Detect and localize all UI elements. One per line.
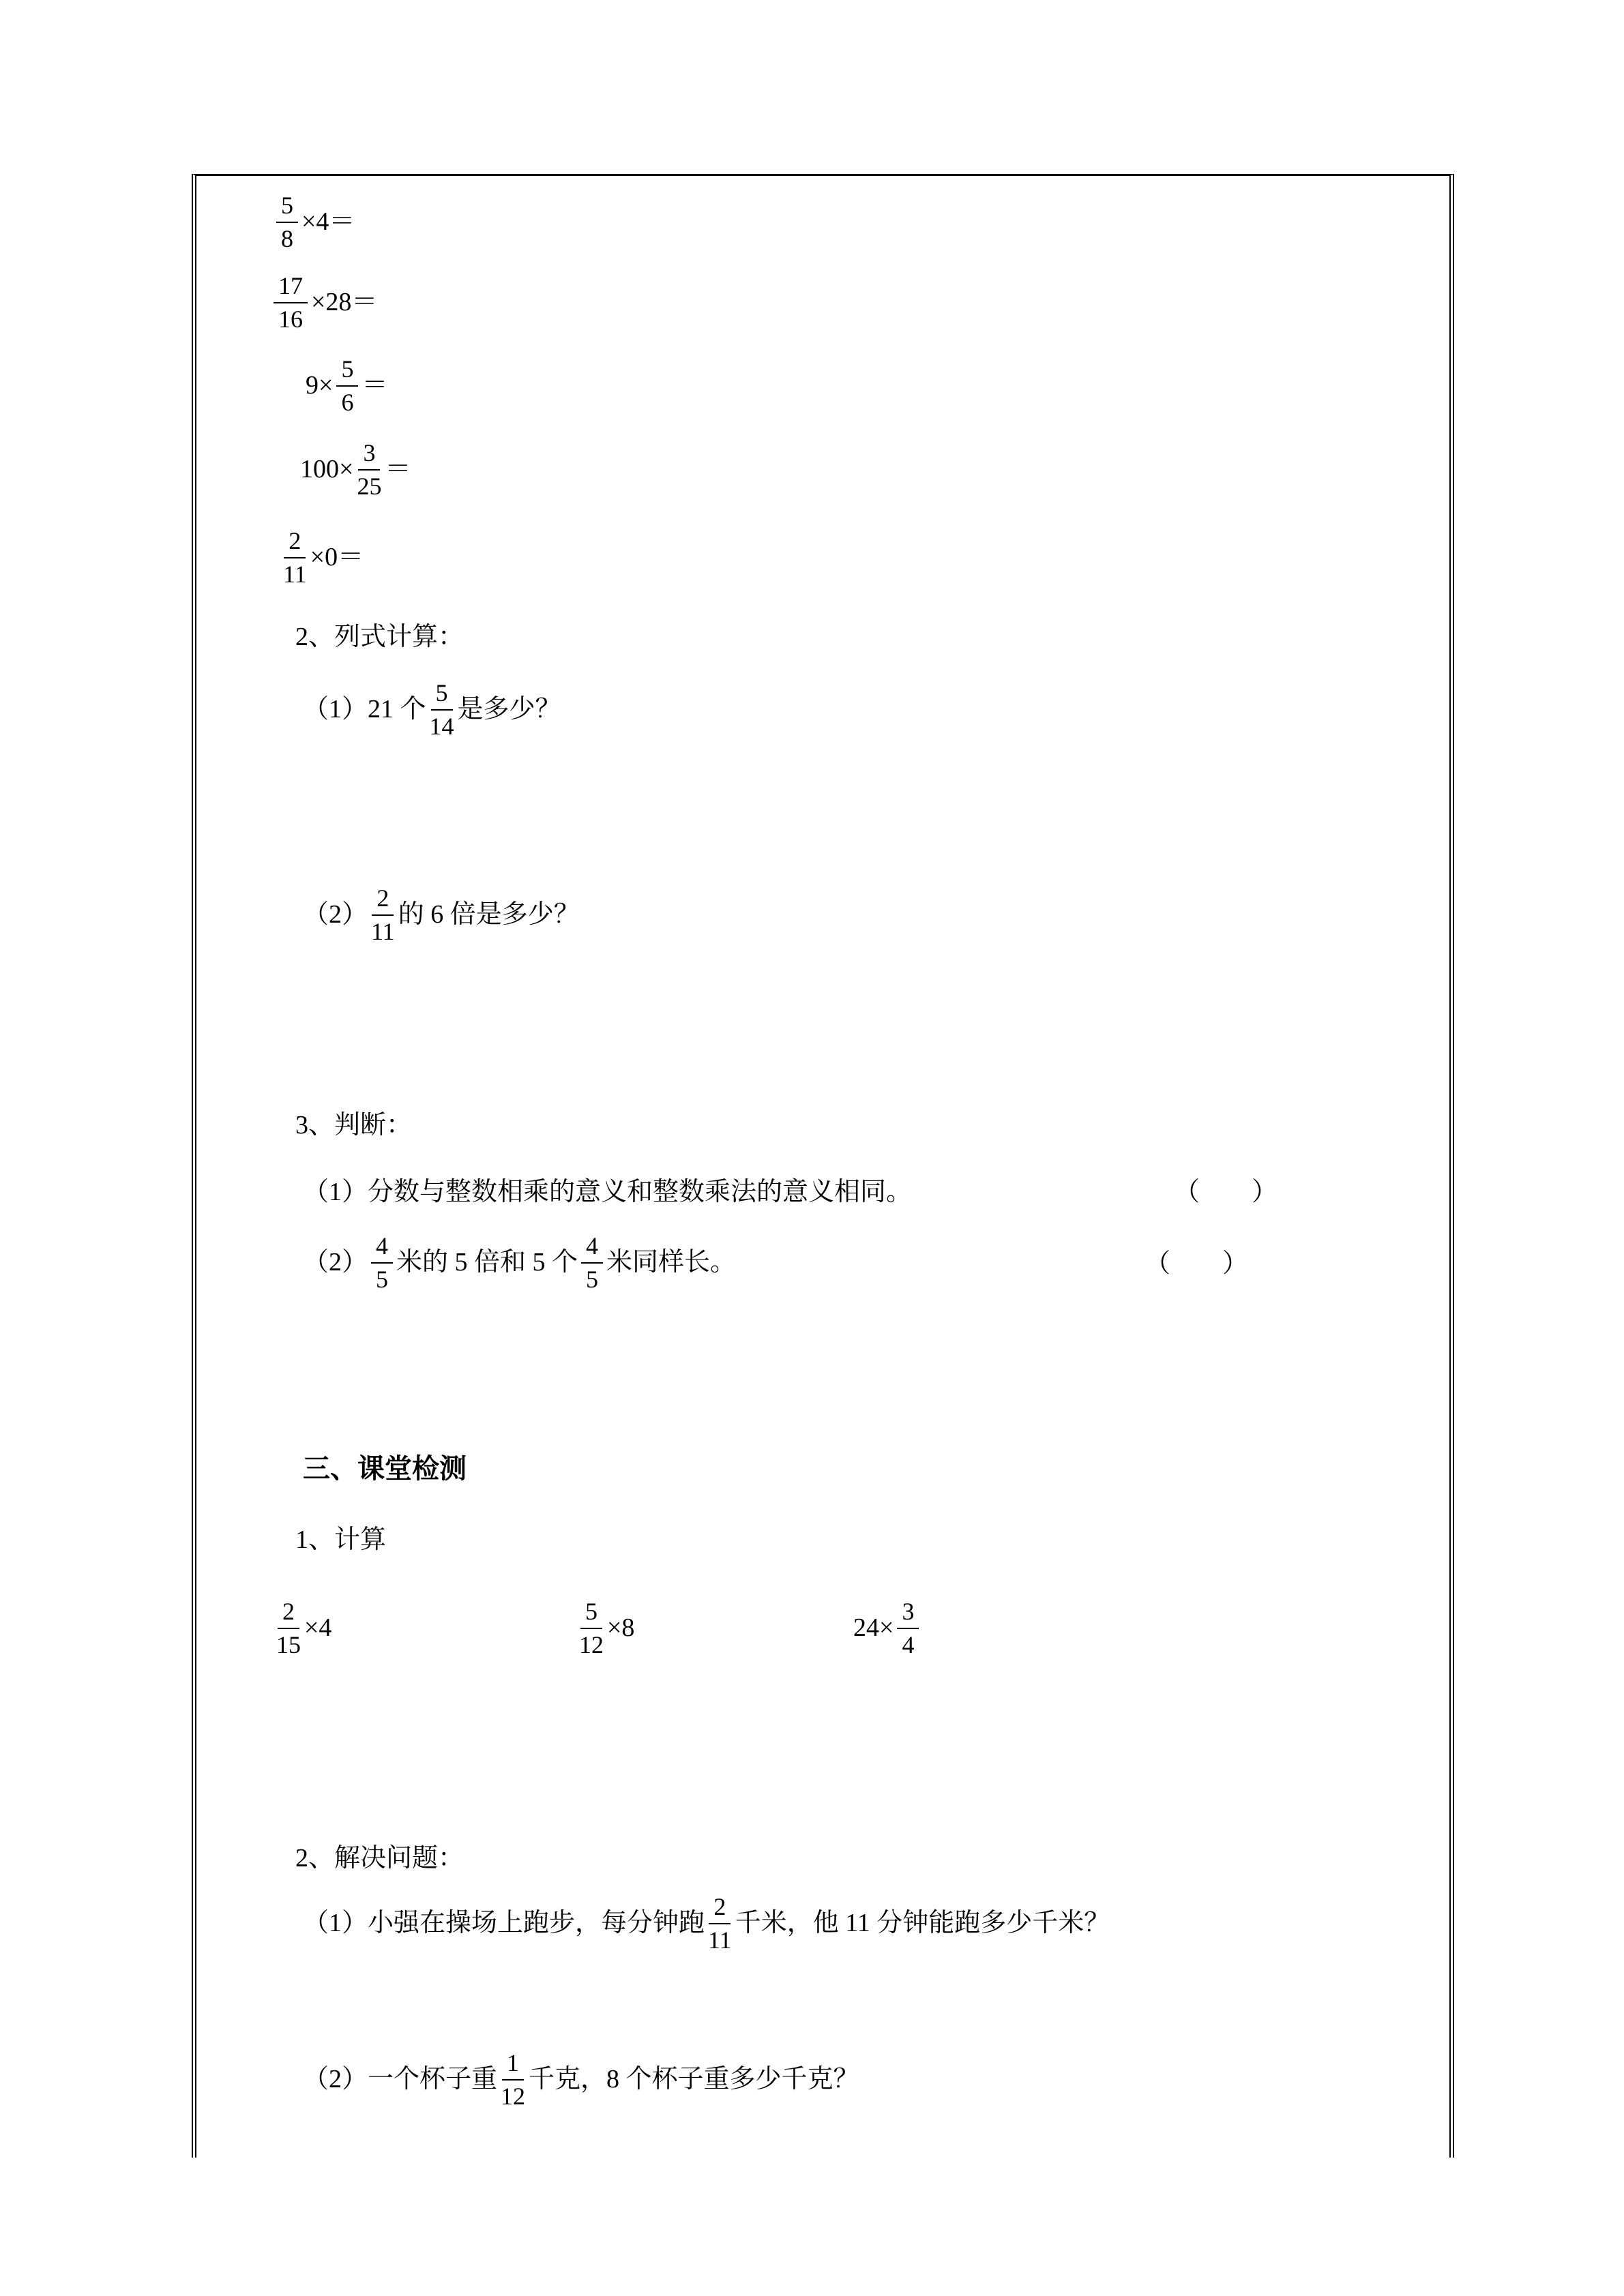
fraction-numerator: 3 (358, 438, 380, 471)
calc-problem-4-post: ＝ (385, 455, 411, 484)
calc-problem-2-post: ×28＝ (311, 288, 378, 317)
calc-problem-1-post: ×4＝ (301, 207, 355, 237)
question-3-item-2-pre: （2） (303, 1248, 368, 1277)
fraction-numerator: 5 (336, 355, 358, 387)
fraction (708, 1892, 732, 1955)
test-calc-problem-1-post: ×4 (304, 1613, 332, 1643)
question-3-item-2 (303, 1232, 1367, 1294)
question-3-item-1-text: （1）分数与整数相乘的意义和整数乘法的意义相同。 (303, 1178, 913, 1206)
fraction (283, 526, 307, 589)
word-problem-2-post: 千克，8 个杯子重多少千克？ (529, 2065, 859, 2094)
fraction-denominator: 4 (902, 1631, 915, 1659)
question-2-item-2-post: 的 6 倍是多少？ (398, 900, 580, 929)
fraction-numerator: 5 (276, 191, 298, 223)
calc-problem-5-post: ×0＝ (310, 543, 364, 572)
fraction-denominator: 15 (276, 1631, 301, 1659)
fraction-denominator: 14 (429, 713, 454, 741)
fraction (897, 1597, 919, 1660)
question-2-item-1 (303, 679, 561, 741)
answer-blank: （ ） (1145, 1249, 1249, 1278)
fraction (501, 2048, 525, 2111)
fraction-denominator: 11 (708, 1926, 732, 1954)
calc-problem-3-pre: 9× (306, 371, 334, 400)
fraction (579, 1597, 604, 1660)
question-3-item-2-post: 米同样长。 (606, 1248, 737, 1277)
fraction (276, 191, 298, 254)
test-calc-problem-3-pre: 24× (853, 1613, 894, 1643)
fraction-numerator: 2 (372, 884, 394, 916)
test-calc-problem-3 (853, 1597, 922, 1660)
calc-problem-3-post: ＝ (361, 371, 388, 400)
fraction-denominator: 6 (341, 389, 354, 417)
fraction-denominator: 12 (501, 2083, 526, 2111)
fraction-denominator: 25 (357, 473, 382, 501)
fraction (430, 679, 454, 741)
question-2-item-2-pre: （2） (303, 900, 368, 929)
fraction (276, 1597, 301, 1660)
test-calc-problem-1 (273, 1597, 331, 1660)
fraction-denominator: 11 (283, 561, 307, 588)
question-2-item-2 (303, 884, 580, 946)
question-3-item-1 (303, 1176, 1367, 1209)
fraction (371, 884, 395, 946)
word-problem-2 (303, 2048, 859, 2111)
fraction-numerator: 5 (431, 679, 453, 711)
fraction-numerator: 1 (502, 2048, 524, 2081)
fraction-numerator: 2 (709, 1892, 730, 1924)
fraction-numerator: 2 (284, 526, 306, 558)
word-problem-1-pre: （1）小强在操场上跑步，每分钟跑 (303, 1909, 705, 1938)
question-2-heading: 2、列式计算： (295, 623, 464, 651)
question-2-item-1-post: 是多少？ (457, 695, 561, 724)
fraction (274, 271, 308, 334)
fraction-denominator: 11 (371, 918, 395, 946)
test-calc-problem-2-post: ×8 (607, 1613, 635, 1643)
calc-problem-2 (270, 271, 377, 334)
fraction-denominator: 8 (281, 225, 293, 253)
calc-problem-3 (306, 355, 387, 417)
question-2-item-1-pre: （1）21 个 (303, 695, 426, 724)
calc-problem-4-pre: 100× (300, 455, 354, 484)
fraction-numerator: 3 (897, 1597, 919, 1629)
fraction-numerator: 4 (371, 1232, 393, 1264)
section-3-heading: 三、课堂检测 (303, 1453, 467, 1484)
fraction-denominator: 5 (586, 1266, 599, 1294)
section-3-q2-heading: 2、解决问题： (295, 1844, 464, 1873)
fraction-denominator: 16 (278, 305, 303, 333)
calc-problem-4 (300, 438, 411, 501)
fraction-numerator: 5 (580, 1597, 602, 1629)
fraction-numerator: 2 (278, 1597, 299, 1629)
fraction (581, 1232, 603, 1294)
word-problem-2-pre: （2）一个杯子重 (303, 2065, 498, 2094)
question-3-heading: 3、判断： (295, 1111, 413, 1139)
test-calc-problem-2 (576, 1597, 634, 1660)
answer-blank: （ ） (1174, 1178, 1278, 1206)
calc-problem-5 (280, 526, 364, 589)
question-3-item-2-mid: 米的 5 倍和 5 个 (396, 1248, 578, 1277)
fraction (371, 1232, 393, 1294)
word-problem-1 (303, 1892, 1110, 1955)
calc-problem-1 (273, 191, 355, 254)
fraction (357, 438, 381, 501)
word-problem-1-post: 千米，他 11 分钟能跑多少千米？ (735, 1909, 1110, 1938)
fraction-numerator: 17 (274, 271, 308, 303)
fraction-denominator: 5 (376, 1266, 389, 1294)
section-3-q1-heading: 1、计算 (295, 1525, 387, 1554)
fraction (336, 355, 358, 417)
fraction-numerator: 4 (581, 1232, 603, 1264)
fraction-denominator: 12 (579, 1631, 604, 1659)
